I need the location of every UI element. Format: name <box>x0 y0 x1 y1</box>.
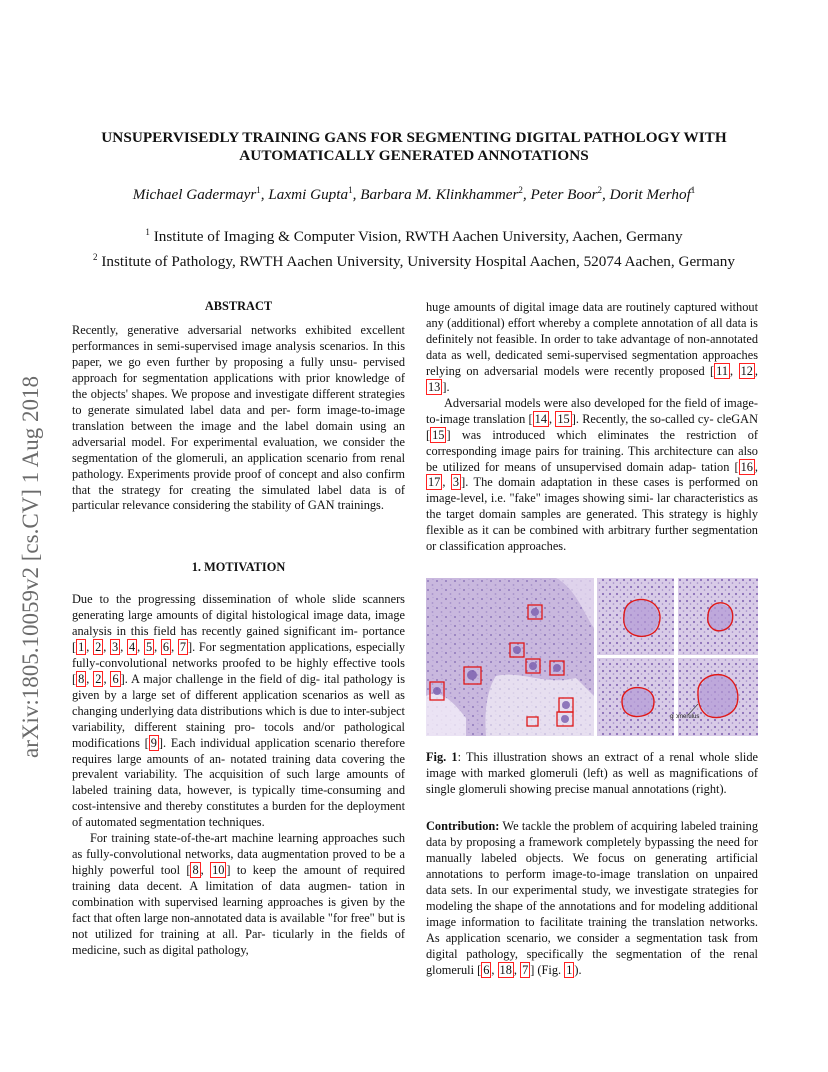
motivation-text: , <box>171 639 178 654</box>
section-heading-motivation: 1. MOTIVATION <box>191 560 286 574</box>
contribution-label: Contribution: <box>426 819 500 833</box>
citation-link[interactable]: 11 <box>716 363 729 378</box>
author-affiliation-mark: 1 <box>256 185 261 195</box>
abstract-paragraph <box>72 323 405 514</box>
author-name: Dorit Merhof <box>609 186 691 204</box>
contribution-text: the need for manually labeled objects. We focus on generating <box>426 834 759 865</box>
right-column-text: , <box>754 363 758 378</box>
right-column-text: recently proposed [ <box>614 363 715 378</box>
arxiv-stamp <box>14 290 44 760</box>
affiliation-text: Institute of Pathology, RWTH Aachen University, University Hospital Aachen, 52074 Aachen, Germany <box>101 253 735 271</box>
right-column-paragraph <box>426 300 758 396</box>
citation-link[interactable]: 10 <box>212 863 225 878</box>
author-affiliation-mark: 2 <box>518 185 523 195</box>
right-column-text: ]. The domain adaptation in these cases is <box>461 475 684 490</box>
abstract-heading: ABSTRACT <box>204 299 273 313</box>
abstract-line: performances in semi-supervised image analysis scenarios. <box>72 338 373 353</box>
right-column-text: ] was introduced which eliminates the restriction <box>446 427 737 442</box>
motivation-text: however, is typically time-consuming and cost-intensive and <box>72 783 405 814</box>
motivation-text: For training state-of-the-art machine learning approaches <box>90 831 379 846</box>
right-column-text: , <box>754 459 759 474</box>
citation-link[interactable]: 6 <box>483 962 490 977</box>
motivation-text: ]. For segmentation applications, <box>188 639 352 654</box>
abstract-line: label domain using an adversarial model. For experimental <box>72 418 406 449</box>
motivation-paragraph <box>72 831 405 959</box>
right-column-text: , <box>442 475 451 490</box>
motivation-text: of required training data decent. A limitation of data augmen- <box>72 863 405 894</box>
motivation-text: , <box>86 639 94 654</box>
motivation-text: , <box>103 671 111 686</box>
abstract-line: Recently, generative adversarial networks exhibited excellent <box>72 323 405 337</box>
citation-link[interactable]: 17 <box>428 475 441 490</box>
contribution-text: We tackle the problem of acquiring labeled <box>499 819 717 833</box>
motivation-text: portance [ <box>72 623 405 654</box>
citation-link[interactable]: 15 <box>557 411 570 426</box>
motivation-text: application scenario therefore requires large amounts of an- <box>72 735 405 766</box>
motivation-text: , <box>86 671 94 686</box>
citation-link[interactable]: 9 <box>150 735 157 750</box>
citation-link[interactable]: 1 <box>78 639 85 654</box>
right-column-text: huge amounts of digital image data are routinely captured <box>426 300 717 314</box>
right-column-text: This strategy is highly flexible as it can be combined with <box>426 507 758 538</box>
abstract-line: In this paper, we go even further by proposing a fully unsu- <box>72 338 406 369</box>
motivation-text: scenarios as well as changing underlying data distributions <box>72 687 405 718</box>
motivation-text: ital pathology is given by a large set of different application <box>72 671 406 702</box>
contribution-text: strategies for modeling the shape of the annotations and for <box>426 882 758 913</box>
abstract-line: for creating the simulated label data is of particular relevance <box>72 482 405 513</box>
abstract-body <box>72 323 405 514</box>
motivation-text: , <box>120 639 127 654</box>
motivation-text: segmentation techniques. <box>139 815 265 830</box>
citation-link[interactable]: 18 <box>499 962 512 977</box>
motivation-text: tation in combination with supervised learning approaches <box>72 879 405 910</box>
glomerulus-overlay-label: glomerulus <box>670 714 700 720</box>
affiliations <box>40 222 788 272</box>
citation-link[interactable]: 7 <box>522 962 529 977</box>
abstract-line: pervised approach for segmentation applications with prior <box>72 354 405 385</box>
right-column-text: can also be utilized for means of unsupervised domain adap- <box>426 443 758 474</box>
right-column-text: segmentation approaches relying on adversarial models were <box>426 347 759 378</box>
motivation-text: ticularly in the fields of medicine, such as digital pathology, <box>72 927 405 957</box>
motivation-text: ]. Each individual <box>158 735 251 750</box>
citation-link[interactable]: 6 <box>162 639 170 654</box>
right-column-text: ]. Recently, the so-called cy- <box>571 411 714 426</box>
contribution-text: modeling additional image information to facilitate training <box>426 898 758 929</box>
caption-text: single glomeruli showing precise manual annotations (right). <box>426 781 727 796</box>
right-column-text: of all data is definitely not feasible. In order to take advantage <box>426 315 758 346</box>
caption-text: : This illustration shows an extract of a renal whole slide <box>457 750 758 764</box>
right-column-text: of non-annotated data as well, dedicated semi-supervised <box>426 331 758 362</box>
motivation-text: generating large amounts of digital histological image data, <box>72 607 371 622</box>
citation-link[interactable]: 3 <box>452 475 460 490</box>
motivation-text: , <box>200 863 211 878</box>
contribution-text: unpaired data sets. In our experimental study, we investigate <box>426 866 758 897</box>
title-line-2: AUTOMATICALLY GENERATED ANNOTATIONS <box>239 147 589 164</box>
contribution-text: ] (Fig. <box>530 962 565 977</box>
affiliation-text: Institute of Imaging & Computer Vision, RWTH Aachen University, Aachen, Germany <box>153 228 683 246</box>
abstract-line: considering the stability of GAN trainings. <box>172 498 384 513</box>
motivation-body <box>72 592 405 959</box>
abstract-line: knowledge of the objects' shapes. We propose and investigate <box>72 370 406 401</box>
citation-link[interactable]: 6 <box>112 671 119 686</box>
motivation-text: ]. A major challenge in the field of dig- <box>120 671 320 686</box>
motivation-text: , <box>137 639 144 654</box>
citation-link[interactable]: 5 <box>145 639 153 654</box>
right-column-text <box>426 300 758 555</box>
motivation-text: notated training data covering the prevalent variability. The <box>72 751 405 782</box>
contribution-text: a segmentation task from digital pathology, specifically the <box>426 930 759 961</box>
contribution-text: , <box>491 962 498 977</box>
abstract-line: provide proof of concept and also confirm that the strategy <box>72 466 405 497</box>
contribution-text: the translation networks. As application scenario, we consider <box>426 914 758 945</box>
right-column-text: Adversarial models were also developed for the field of <box>444 395 721 410</box>
right-column-text: , <box>549 411 556 426</box>
right-column-text: image-to-image translation [ <box>426 395 758 426</box>
arxiv-stamp-svg <box>14 290 44 760</box>
motivation-text: image analysis in this field has recently gained significant im- <box>72 607 405 638</box>
figure-1-image <box>426 578 758 736</box>
motivation-text: , <box>103 639 111 654</box>
motivation-text: effective tools [ <box>72 655 405 686</box>
citation-link[interactable]: 8 <box>192 863 199 878</box>
caption-text: image with marked glomeruli (left) as well as magnifications of <box>426 765 758 780</box>
citation-link[interactable]: 16 <box>740 459 753 474</box>
motivation-text: acquisition of such large amounts of labeled training data, <box>72 767 405 798</box>
right-column-text: arbitrary further segmentation or classification approaches. <box>426 523 758 554</box>
motivation-text: proved to be a highly powerful tool [ <box>72 847 405 878</box>
motivation-text: is given by the fact that often large non-annotated data is <box>72 895 405 926</box>
citation-link[interactable]: 2 <box>95 639 102 654</box>
citation-link[interactable]: 15 <box>432 427 445 442</box>
motivation-text: tocols and/or pathological modifications [ <box>72 719 405 750</box>
citation-link[interactable]: 7 <box>179 639 187 654</box>
paper-title <box>70 129 758 165</box>
right-column-text: ]. <box>442 379 450 394</box>
motivation-text: especially fully-convolutional networks proofed to be highly <box>72 639 406 670</box>
motivation-paragraph <box>72 592 405 831</box>
caption-paragraph <box>426 750 758 798</box>
author-name: Barbara M. Klinkhammer <box>360 186 519 204</box>
motivation-text: available "for free" but is not utilized for training at all. Par- <box>72 911 406 942</box>
motivation-text: which is due to inter-subject variability, different staining pro- <box>72 703 405 734</box>
abstract-line: an application scenario from renal pathology. Experiments <box>72 450 406 481</box>
abstract-line: different strategies to generate simulated label data and per- <box>72 386 405 417</box>
motivation-text: such as fully-convolutional networks, data augmentation <box>72 831 406 862</box>
figure-1-svg <box>426 578 758 736</box>
affiliation-line <box>40 247 788 272</box>
contribution-text: , <box>513 962 521 977</box>
citation-link[interactable]: 13 <box>428 379 441 394</box>
author-list: Michael Gadermayr$^1$, Laxmi Gupta$^1$, Barbara M. Klinkhammer$^2$, Peter Boor$^2$, Dorit Merhof$^1$ <box>132 185 696 204</box>
citation-link[interactable]: 4 <box>128 639 136 654</box>
affiliation-number: 1 <box>145 227 150 237</box>
right-column-text: without any (additional) effort whereby a complete annotation <box>426 300 758 330</box>
contribution-text: artificial annotations to perform image-to-image translation on <box>426 850 758 881</box>
right-column-paragraph <box>426 396 758 556</box>
contribution-text: ). <box>574 962 582 977</box>
author-name: Michael Gadermayr <box>132 186 257 204</box>
right-column-text: tation [ <box>701 459 739 474</box>
author-name: Peter Boor <box>530 186 598 204</box>
right-column-text: performed on image-level, i.e. "fake" images showing simi- <box>426 475 759 506</box>
author-name: Laxmi Gupta <box>268 186 349 204</box>
author-affiliation-mark: 1 <box>348 185 353 195</box>
author-affiliation-mark: 2 <box>597 185 603 195</box>
right-column-text: , <box>730 363 739 378</box>
caption-label: Fig. 1 <box>426 750 458 764</box>
citation-link[interactable]: 3 <box>112 639 119 654</box>
right-column-text: of corresponding image pairs for training. This architecture <box>426 427 758 458</box>
citation-link[interactable]: 2 <box>95 671 102 686</box>
motivation-text: ] to keep the amount <box>226 863 341 878</box>
motivation-text: Due to the progressing dissemination of whole slide scanners <box>72 592 405 606</box>
right-column-text: cleGAN [ <box>426 411 759 442</box>
motivation-text: thereby constitutes a burden for the deployment of automated <box>72 799 405 830</box>
affiliation-line <box>40 222 788 247</box>
right-column-text: lar characteristics as the target domain samples are generated. <box>426 491 758 522</box>
citation-link[interactable]: 8 <box>78 671 85 686</box>
citation-link[interactable]: 14 <box>534 411 547 426</box>
abstract-line: evaluation, we consider the segmentation of the glomeruli, <box>72 434 406 465</box>
citation-link[interactable]: 1 <box>566 962 573 977</box>
title-line-1: UNSUPERVISEDLY TRAINING GANS FOR SEGMENTING DIGITAL PATHOLOGY WITH <box>101 129 727 146</box>
contribution-paragraph <box>426 819 758 979</box>
arxiv-stamp-text: arXiv:1805.10059v2 [cs.CV] 1 Aug 2018 <box>18 375 43 758</box>
citation-link[interactable]: 12 <box>740 363 753 378</box>
abstract-line: form image-to-image translation between the image and the <box>72 402 405 433</box>
contribution-text: segmentation of the renal glomeruli [ <box>426 946 758 977</box>
contribution-text: training data by proposing a framework completely bypassing <box>426 819 758 849</box>
contribution-text-paragraph <box>426 819 758 979</box>
motivation-text: , <box>154 639 161 654</box>
author-affiliation-mark: 1 <box>690 185 696 195</box>
affiliation-number: 2 <box>93 252 98 263</box>
figure-1-caption <box>426 750 758 798</box>
